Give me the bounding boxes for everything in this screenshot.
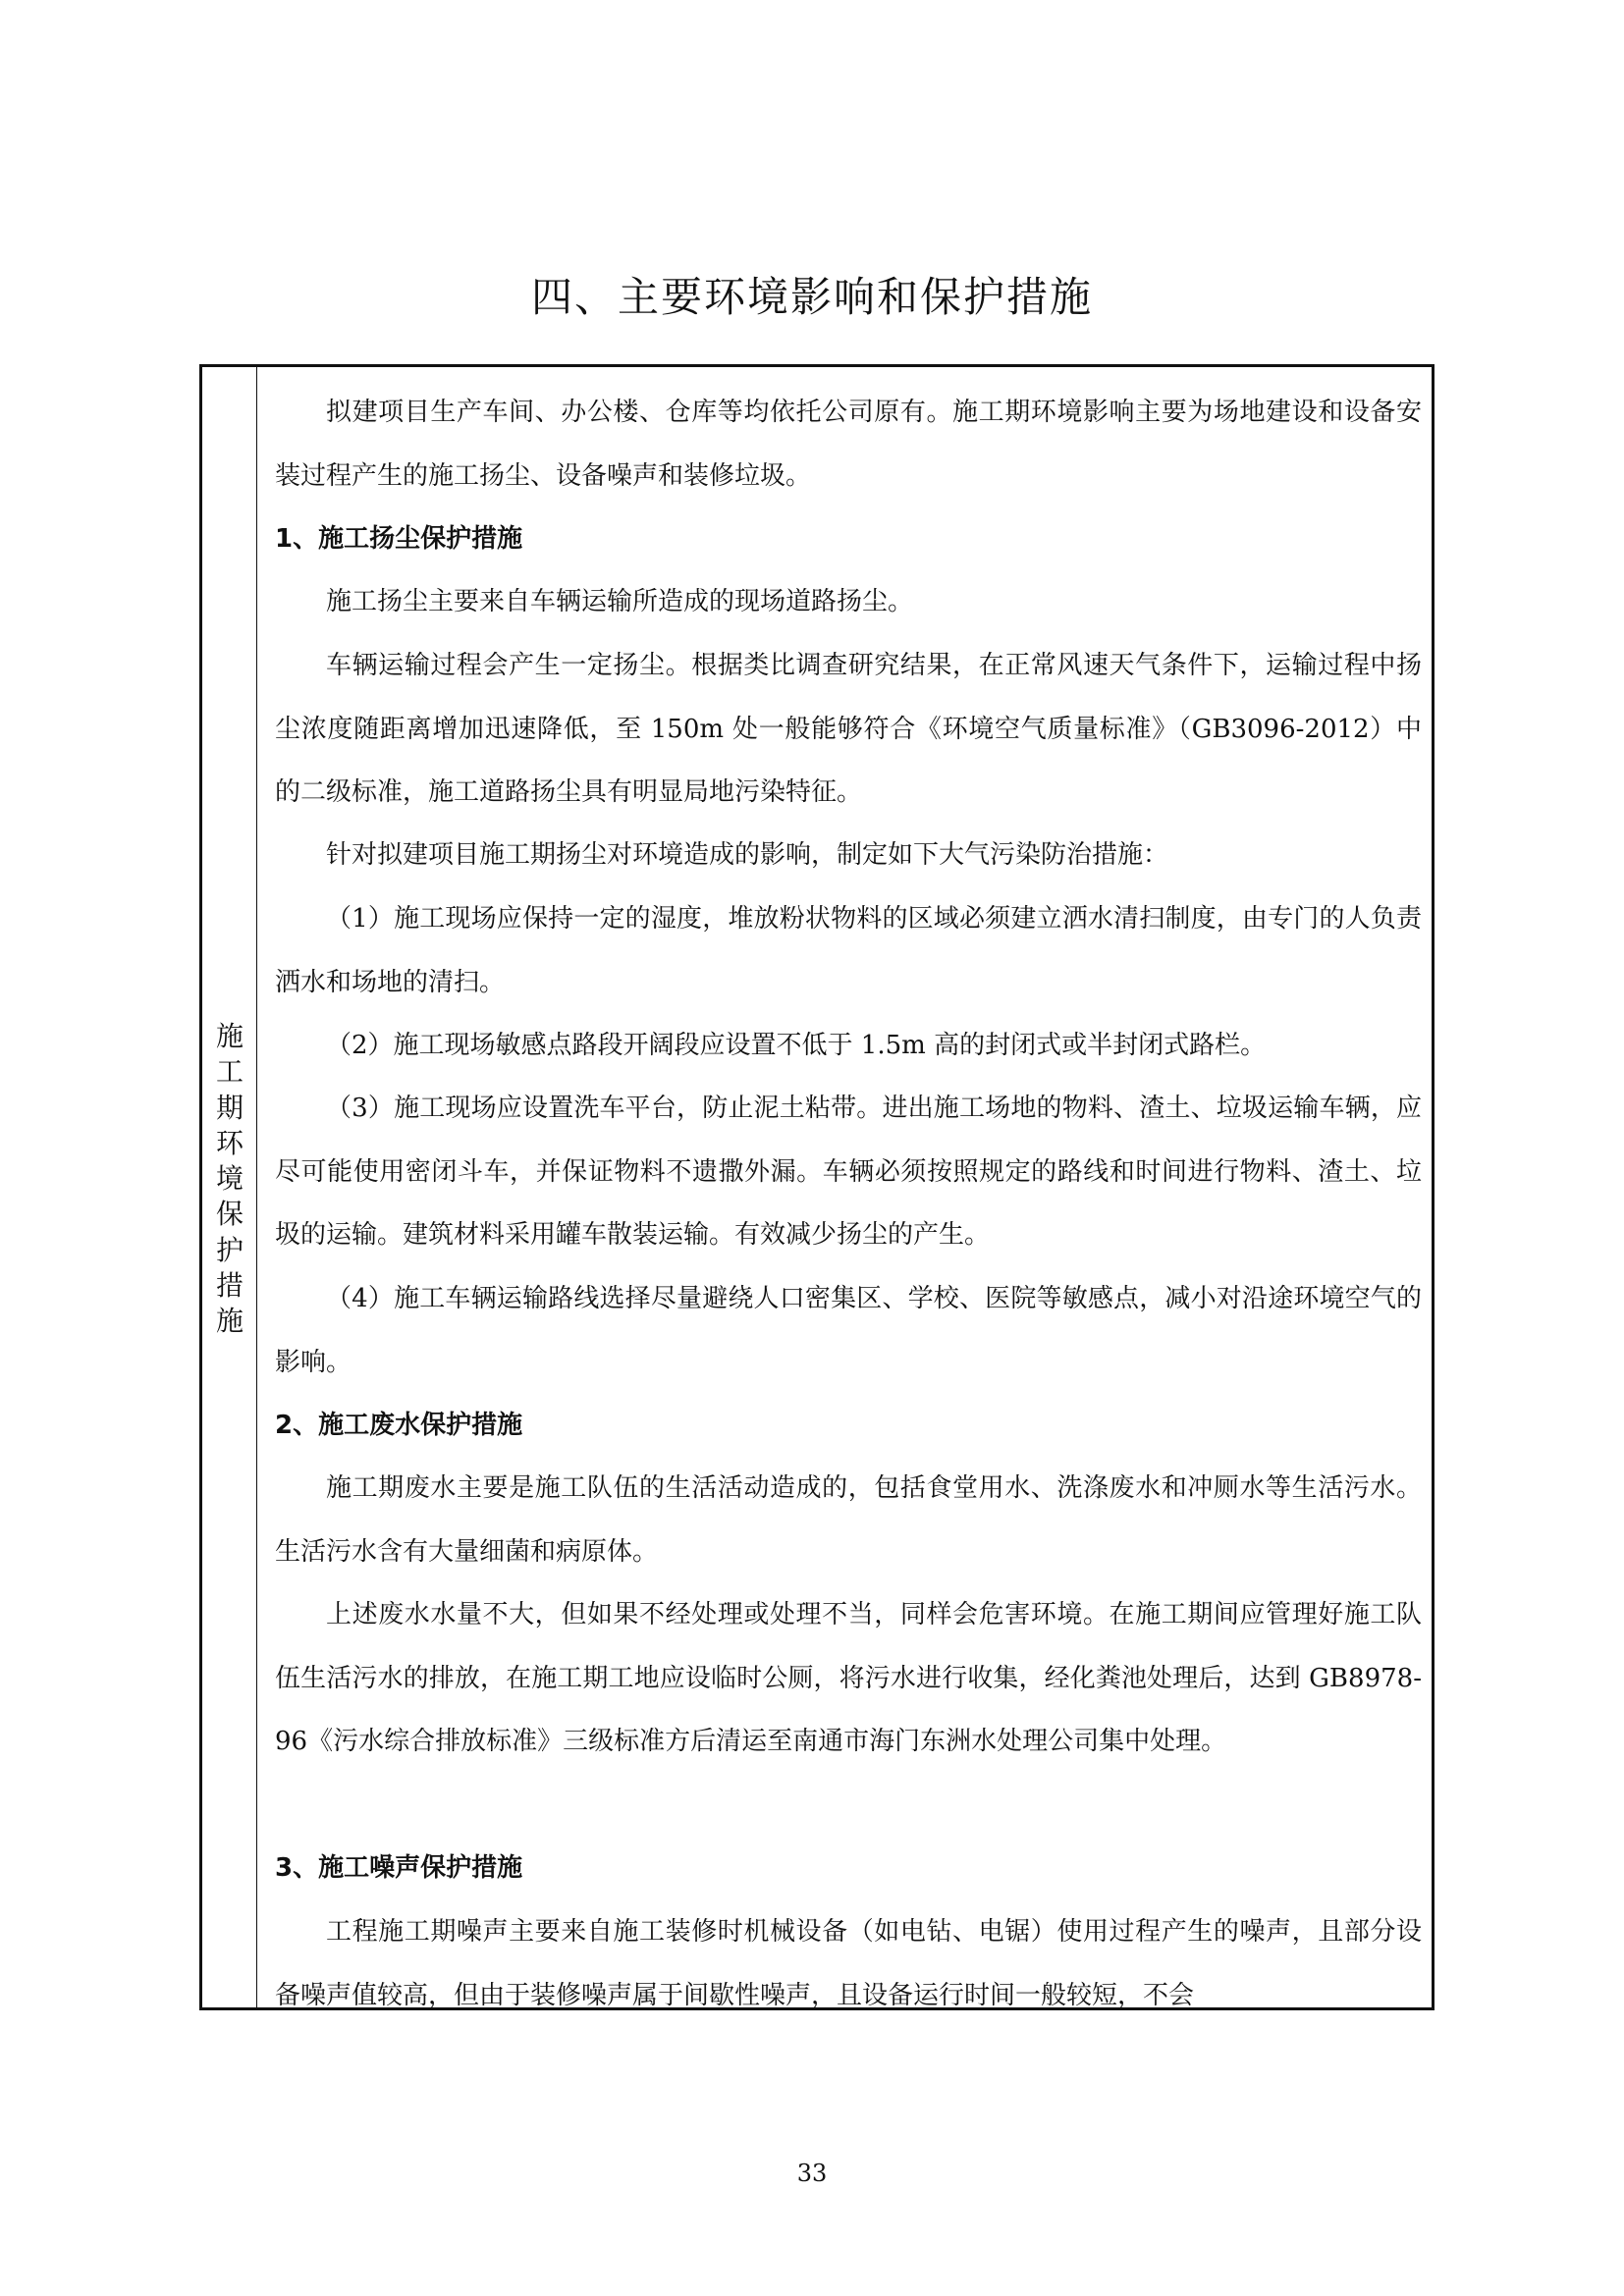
side-label: 施 工 期 环 境 保 护 措 施 [215,1020,244,1338]
paragraph: 针对拟建项目施工期扬尘对环境造成的影响，制定如下大气污染防治措施： [326,840,1169,870]
paragraph: （1）施工现场应保持一定的湿度，堆放粉状物料的区域必须建立洒水清扫制度，由专门的人负责洒水和场地的清扫。 [275,904,1422,997]
paragraph: 施工扬尘主要来自车辆运输所造成的现场道路扬尘。 [326,587,914,616]
paragraph: 车辆运输过程会产生一定扬尘。根据类比调查研究结果，在正常风速天气条件下，运输过程中扬尘浓度随距离增加迅速降低，至 150m 处一般能够符合《环境空气质量标准》（GB3096-2012）中的二级标准，施工道路扬尘具有明显局地污染特征。 [275,651,1422,807]
page-number: 33 [796,2160,828,2187]
paragraph: （4）施工车辆运输路线选择尽量避绕人口密集区、学校、医院等敏感点，减小对沿途环境空气的影响。 [275,1284,1422,1377]
section-heading: 2、施工废水保护措施 [275,1411,523,1440]
section-heading: 1、施工扬尘保护措施 [275,524,523,554]
page-title: 四、主要环境影响和保护措施 [530,273,1093,321]
paragraph: 拟建项目生产车间、办公楼、仓库等均依托公司原有。施工期环境影响主要为场地建设和设备安装过程产生的施工扬尘、设备噪声和装修垃圾。 [275,398,1422,491]
content-table [199,364,1435,2010]
paragraph: 上述废水水量不大，但如果不经处理或处理不当，同样会危害环境。在施工期间应管理好施工队伍生活污水的排放，在施工期工地应设临时公厕，将污水进行收集，经化粪池处理后，达到 GB8978-96《污水综合排放标准》三级标准方后清运至南通市海门东洲水处理公司集中处理。 [275,1600,1422,1756]
section-heading: 3、施工噪声保护措施 [275,1853,523,1883]
side-label-cell [202,367,257,2007]
paragraph: （2）施工现场敏感点路段开阔段应设置不低于 1.5m 高的封闭式或半封闭式路栏。 [326,1031,1267,1060]
paragraph: 工程施工期噪声主要来自施工装修时机械设备（如电钻、电锯）使用过程产生的噪声，且部分设备噪声值较高，但由于装修噪声属于间歇性噪声，且设备运行时间一般较短，不会 [275,1917,1422,2010]
paragraph: （3）施工现场应设置洗车平台，防止泥土粘带。进出施工场地的物料、渣土、垃圾运输车辆，应尽可能使用密闭斗车，并保证物料不遗撒外漏。车辆必须按照规定的路线和时间进行物料、渣土、垃圾的运输。建筑材料采用罐车散装运输。有效减少扬尘的产生。 [275,1094,1422,1250]
paragraph: 施工期废水主要是施工队伍的生活活动造成的，包括食堂用水、洗涤废水和冲厕水等生活污水。生活污水含有大量细菌和病原体。 [275,1473,1422,1567]
